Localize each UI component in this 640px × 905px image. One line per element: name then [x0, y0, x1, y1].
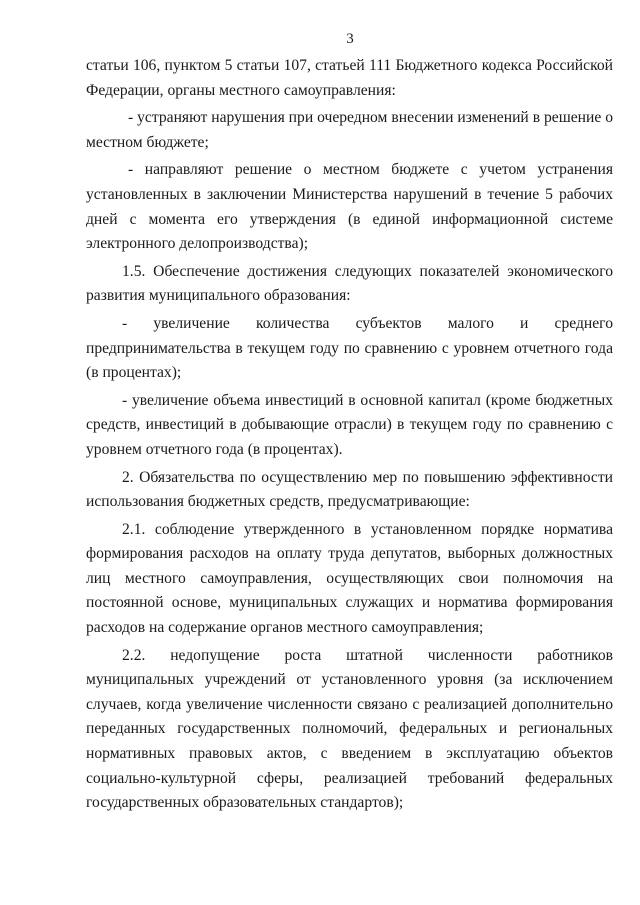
paragraph-list-item: - увеличение объема инвестиций в основной капитал (кроме бюджетных средств, инвестиций в добывающие отрасли) в текущем году по сравнению с уровнем отчетного года (в процентах). — [86, 391, 613, 458]
paragraph-section-2-2: 2.2. недопущение роста штатной численности работников муниципальных учреждений от установленного уровня (за исключением случаев, когда увеличение численности связано с реализацией дополнительно переданных государственных полномочий, федеральных и региональных нормативных правовых актов, с введением в эксплуатацию объектов социально-культурной сферы, реализацией требований федеральных государственных образовательных стандартов); — [86, 646, 613, 812]
paragraph-section-2: 2. Обязательства по осуществлению мер по повышению эффективности использования бюджетных средств, предусматривающие: — [86, 468, 613, 511]
paragraph-list-item: - увеличение количества субъектов малого и среднего предпринимательства в текущем году по сравнению с уровнем отчетного года (в процентах); — [86, 314, 613, 382]
paragraph-list-item: - устраняют нарушения при очередном внесении изменений в решение о местном бюджете; — [86, 109, 613, 151]
paragraph-section-1-5: 1.5. Обеспечение достижения следующих показателей экономического развития муниципального образования: — [86, 262, 613, 305]
page-number: 3 — [346, 31, 354, 47]
paragraph-list-item: - направляют решение о местном бюджете с учетом устранения установленных в заключении Министерства нарушений в течение 5 рабочих дней с момента его утверждения (в единой информационной системе электронного делопроизводства); — [86, 161, 613, 253]
document-body — [86, 54, 613, 819]
paragraph-section-2-1: 2.1. соблюдение утвержденного в установленном порядке норматива формирования расходов на оплату труда депутатов, выборных должностных лиц местного самоуправления, осуществляющих свои полномочия на постоянной основе, муниципальных служащих и норматива формирования расходов на содержание органов местного самоуправления; — [86, 520, 613, 637]
paragraph-continuation: статьи 106, пунктом 5 статьи 107, статьей 111 Бюджетного кодекса Российской Федерации, органы местного самоуправления: — [86, 57, 613, 99]
